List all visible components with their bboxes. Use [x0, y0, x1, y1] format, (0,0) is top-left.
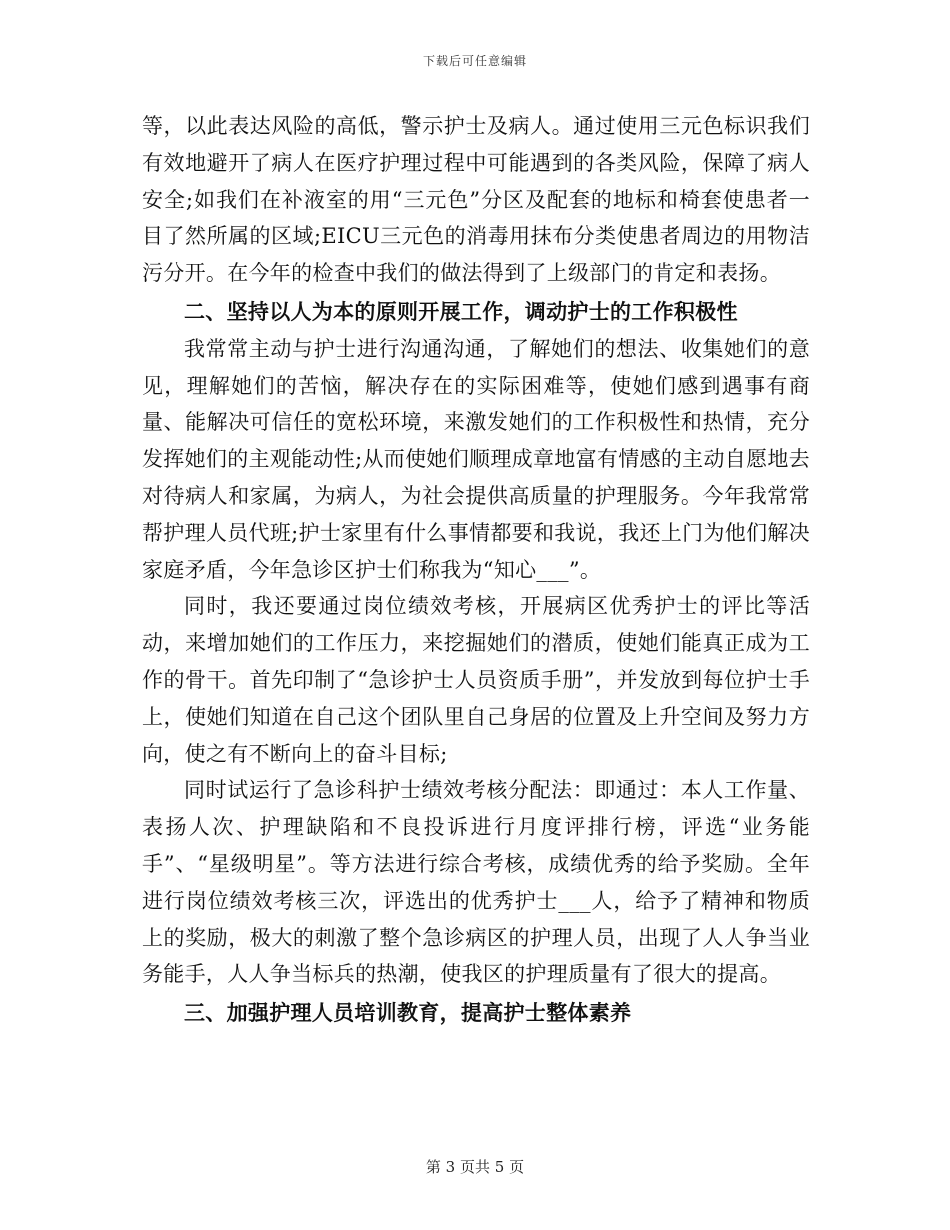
page-header: 下载后可任意编辑 [422, 54, 527, 68]
page-footer: 第 3 页共 5 页 [425, 1158, 525, 1176]
section-heading-3: 三、加强护理人员培训教育，提高护士整体素养 [184, 1001, 632, 1026]
paragraph-continued: 等，以此表达风险的高低，警示护士及病人。通过使用三元色标识我们有效地避开了病人在医疗护理过程中可能遇到的各类风险，保障了病人安全;如我们在补液室的用“三元色”分区及配套的地标和椅套使患者一目了然所属的区域;EICU三元色的消毒用抹布分类使患者周边的用物洁污分开。在今年的检查中我们的做法得到了上级部门的肯定和表扬。 [142, 114, 810, 286]
section-heading-2: 二、坚持以人为本的原则开展工作，调动护士的工作积极性 [184, 299, 738, 324]
paragraph-bonus-distribution: 同时试运行了急诊科护士绩效考核分配法：即通过：本人工作量、表扬人次、护理缺陷和不良投诉进行月度评排行榜，评选“业务能手”、“星级明星”。等方法进行综合考核，成绩优秀的给予奖励。全年进行岗位绩效考核三次，评选出的优秀护士___人，给予了精神和物质上的奖励，极大的刺激了整个急诊病区的护理人员，出现了人人争当业务能手，人人争当标兵的热潮，使我区的护理质量有了很大的提高。 [142, 778, 810, 987]
document-body [142, 108, 810, 1032]
paragraph-communication: 我常常主动与护士进行沟通沟通，了解她们的想法、收集她们的意见，理解她们的苦恼，解决存在的实际困难等，使她们感到遇事有商量、能解决可信任的宽松环境，来激发她们的工作积极性和热情，充分发挥她们的主观能动性;从而使她们顺理成章地富有情感的主动自愿地去对待病人和家属，为病人，为社会提供高质量的护理服务。今年我常常帮护理人员代班;护士家里有什么事情都要和我说，我还上门为他们解决家庭矛盾，今年急诊区护士们称我为“知心___”。 [142, 336, 810, 582]
paragraph-performance-review: 同时，我还要通过岗位绩效考核，开展病区优秀护士的评比等活动，来增加她们的工作压力，来挖掘她们的潜质，使她们能真正成为工作的骨干。首先印制了“急诊护士人员资质手册”，并发放到每位护士手上，使她们知道在自己这个团队里自己身居的位置及上升空间及努力方向，使之有不断向上的奋斗目标; [142, 594, 810, 766]
